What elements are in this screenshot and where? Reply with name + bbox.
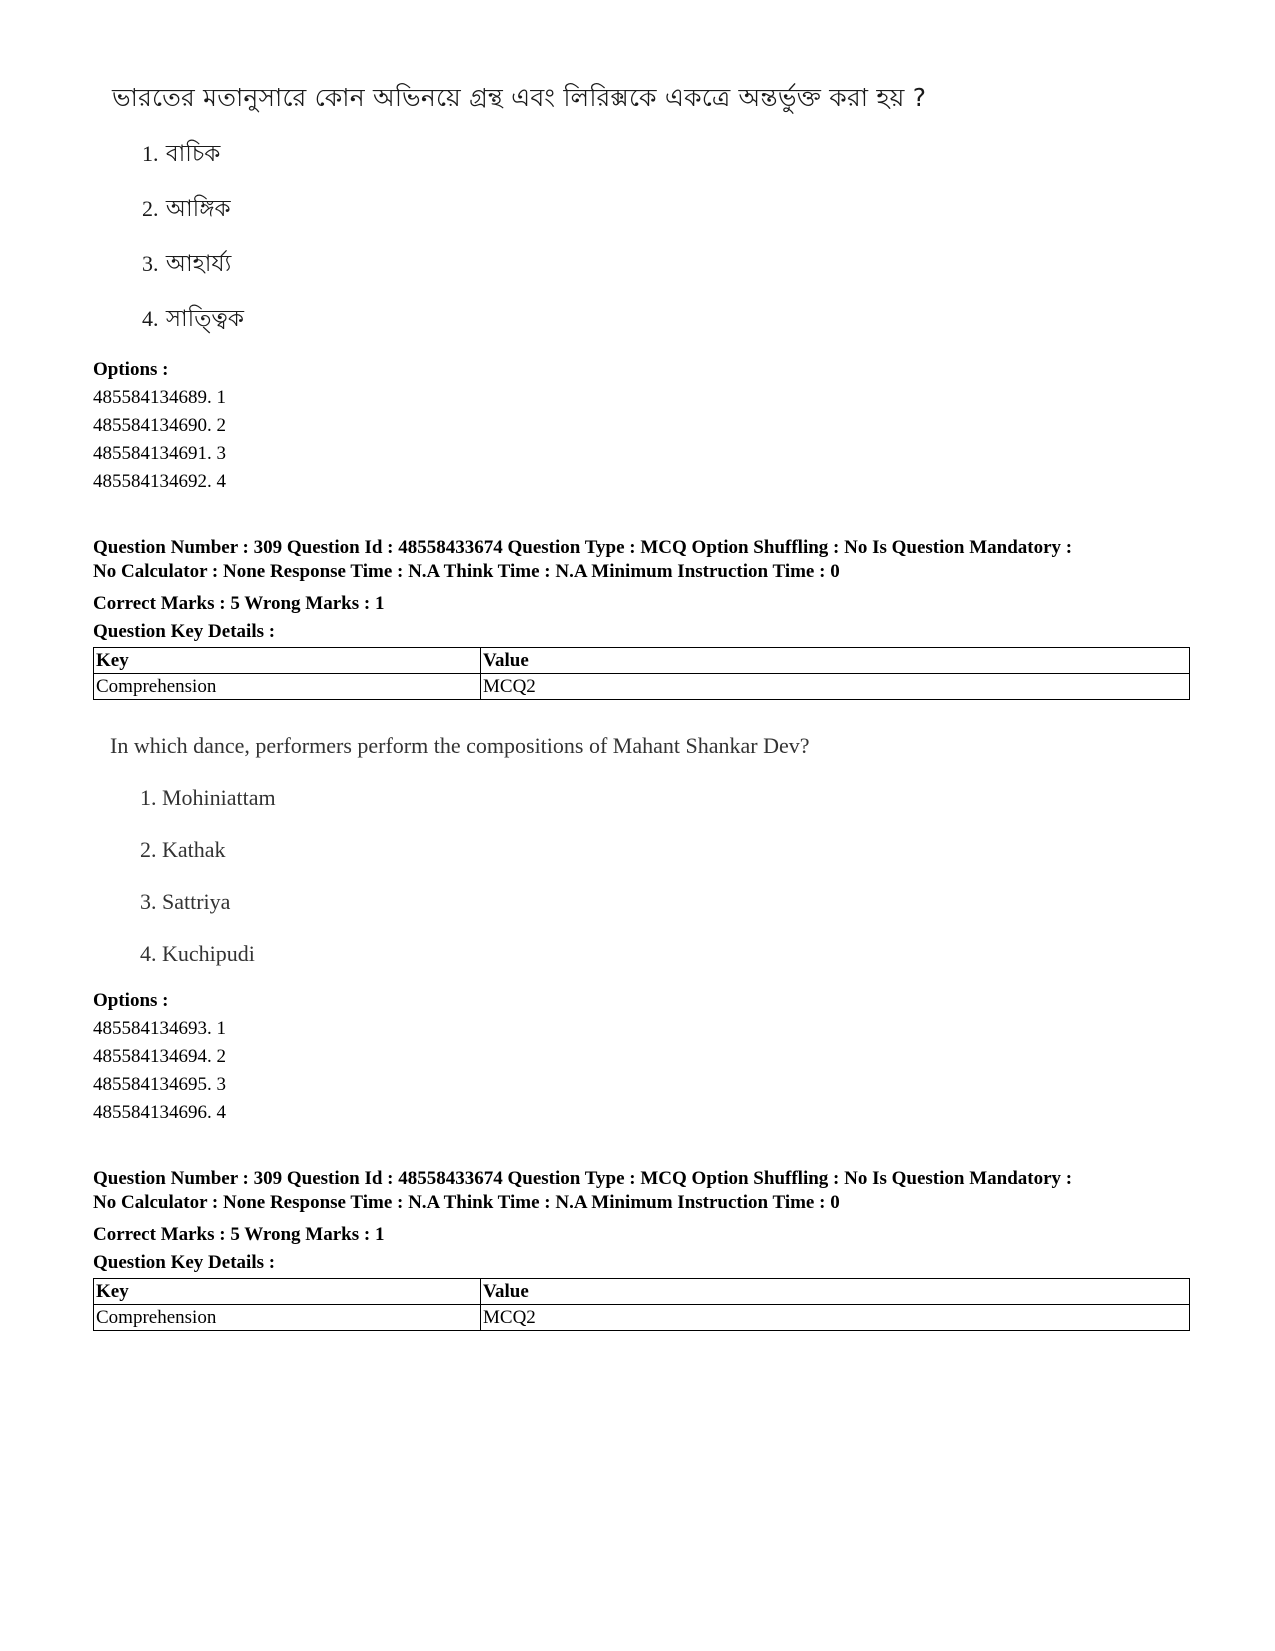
key-details-table [93, 647, 1190, 700]
table-header-cell: Value [481, 648, 1190, 674]
choice-text: সাত্ত্বিক [165, 306, 244, 332]
meta-line: Question Number : 309 Question Id : 48558433674 Question Type : MCQ Option Shuffling : No Is Question Mandatory : [93, 1168, 1073, 1189]
option-id: 485584134693. 1 [93, 1018, 226, 1039]
choice-text: আহার্য্য [165, 251, 232, 277]
option-id: 485584134692. 4 [93, 471, 226, 492]
question-meta [93, 1167, 1193, 1215]
choice-text: বাচিক [165, 141, 221, 167]
choice-text: Sattriya [162, 889, 231, 914]
choice-number: 3. [142, 251, 159, 276]
table-header-cell: Value [481, 1279, 1190, 1305]
option-id: 485584134690. 2 [93, 415, 226, 436]
answer-choice [142, 300, 244, 339]
table-row [94, 1305, 1190, 1331]
choice-text: Kathak [162, 837, 226, 862]
key-details-table [93, 1278, 1190, 1331]
choice-number: 2. [142, 196, 159, 221]
answer-choice [142, 245, 231, 284]
choice-text: Mohiniattam [162, 785, 276, 810]
answer-choice [140, 785, 276, 811]
key-details-label: Question Key Details : [93, 1252, 276, 1273]
choice-text: Kuchipudi [162, 941, 255, 966]
meta-line: Question Number : 309 Question Id : 48558433674 Question Type : MCQ Option Shuffling : No Is Question Mandatory : [93, 537, 1073, 558]
option-id: 485584134696. 4 [93, 1102, 226, 1123]
option-id: 485584134695. 3 [93, 1074, 226, 1095]
question-text: ভারতের মতানুসারে কোন অভিনয়ে গ্রন্থ এবং লিরিক্সকে একত্রে অন্তর্ভুক্ত করা হয় ? [112, 83, 927, 112]
table-cell: Comprehension [94, 1305, 481, 1331]
answer-choice [142, 135, 220, 174]
table-cell: MCQ2 [481, 674, 1190, 700]
choice-number: 4. [140, 941, 157, 966]
options-label: Options : [93, 359, 169, 380]
option-id: 485584134689. 1 [93, 387, 226, 408]
question-meta [93, 536, 1193, 584]
table-cell: MCQ2 [481, 1305, 1190, 1331]
marks-line: Correct Marks : 5 Wrong Marks : 1 [93, 593, 385, 614]
table-header-cell: Key [94, 1279, 481, 1305]
options-label: Options : [93, 990, 169, 1011]
answer-choice [140, 889, 230, 915]
meta-line: No Calculator : None Response Time : N.A Think Time : N.A Minimum Instruction Time : 0 [93, 561, 840, 582]
choice-text: আঙ্গিক [165, 196, 231, 222]
question-text: In which dance, performers perform the compositions of Mahant Shankar Dev? [110, 733, 810, 758]
answer-choice [140, 837, 226, 863]
table-cell: Comprehension [94, 674, 481, 700]
choice-number: 4. [142, 306, 159, 331]
option-id: 485584134694. 2 [93, 1046, 226, 1067]
marks-line: Correct Marks : 5 Wrong Marks : 1 [93, 1224, 385, 1245]
table-header-row [94, 648, 1190, 674]
choice-number: 1. [142, 141, 159, 166]
answer-choice [140, 941, 255, 967]
choice-number: 1. [140, 785, 157, 810]
choice-number: 2. [140, 837, 157, 862]
answer-choice [142, 190, 231, 229]
choice-number: 3. [140, 889, 157, 914]
meta-line: No Calculator : None Response Time : N.A Think Time : N.A Minimum Instruction Time : 0 [93, 1192, 840, 1213]
key-details-label: Question Key Details : [93, 621, 276, 642]
table-header-row [94, 1279, 1190, 1305]
table-row [94, 674, 1190, 700]
option-id: 485584134691. 3 [93, 443, 226, 464]
table-header-cell: Key [94, 648, 481, 674]
